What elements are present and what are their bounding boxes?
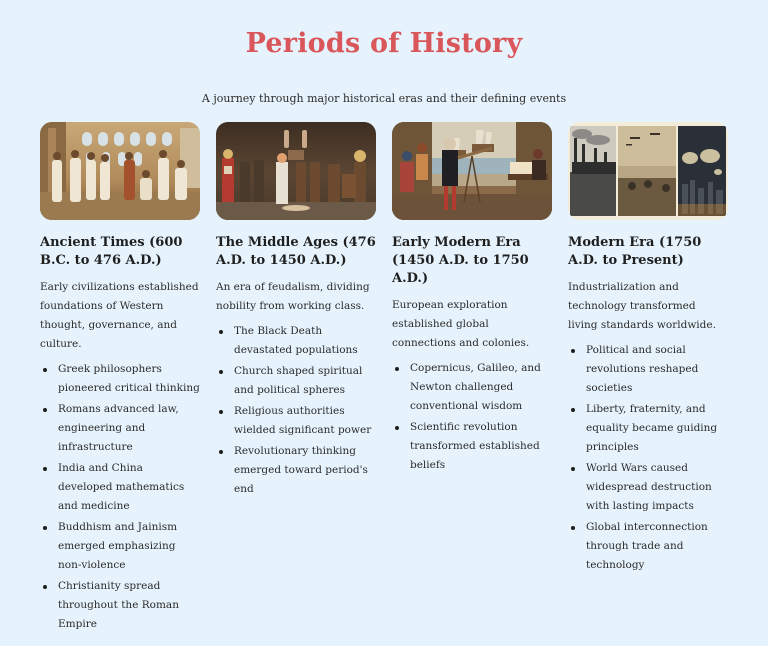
list-item: Buddhism and Jainism emerged emphasizing non-violence	[40, 518, 200, 575]
period-events-list	[392, 359, 552, 475]
list-item: Greek philosophers pioneered critical thinking	[40, 360, 200, 398]
bullet-icon	[219, 330, 223, 334]
modern-triptych-illustration	[568, 122, 728, 220]
period-description: An era of feudalism, dividing nobility from working class.	[216, 281, 370, 312]
ancient-scene-illustration	[40, 122, 200, 220]
period-card-middle-ages	[216, 122, 376, 636]
list-item: Christianity spread throughout the Roman Empire	[40, 577, 200, 634]
list-item: Romans advanced law, engineering and infrastructure	[40, 400, 200, 457]
period-image-middle-ages	[216, 122, 376, 220]
bullet-icon	[43, 526, 47, 530]
bullet-icon	[395, 426, 399, 430]
period-heading: The Middle Ages (476 A.D. to 1450 A.D.)	[216, 235, 376, 268]
period-image-modern	[568, 122, 728, 220]
bullet-icon	[219, 370, 223, 374]
medieval-scene-illustration	[216, 122, 376, 220]
list-item: Revolutionary thinking emerged toward period's end	[216, 442, 376, 499]
bullet-icon	[571, 408, 575, 412]
bullet-icon	[571, 349, 575, 353]
renaissance-scene-illustration	[392, 122, 552, 220]
period-card-modern	[568, 122, 728, 636]
bullet-icon	[219, 410, 223, 414]
list-item: India and China developed mathematics and medicine	[40, 459, 200, 516]
bullet-icon	[219, 450, 223, 454]
list-item: Copernicus, Galileo, and Newton challenged conventional wisdom	[392, 359, 552, 416]
bullet-icon	[43, 368, 47, 372]
period-heading: Ancient Times (600 B.C. to 476 A.D.)	[40, 235, 183, 268]
bullet-icon	[571, 526, 575, 530]
bullet-icon	[43, 408, 47, 412]
list-item: World Wars caused widespread destruction with lasting impacts	[568, 459, 728, 516]
period-description: European exploration established global connections and colonies.	[392, 299, 530, 349]
period-description: Industrialization and technology transformed living standards worldwide.	[568, 281, 716, 331]
page-title: Periods of History	[245, 28, 523, 59]
period-image-early-modern	[392, 122, 552, 220]
period-events-list	[40, 360, 200, 634]
period-heading: Early Modern Era (1450 A.D. to 1750 A.D.)	[392, 235, 529, 286]
periods-grid	[40, 122, 728, 636]
period-card-early-modern	[392, 122, 552, 636]
page-subtitle: A journey through major historical eras and their defining events	[201, 92, 567, 105]
bullet-icon	[43, 585, 47, 589]
bullet-icon	[571, 467, 575, 471]
list-item: Church shaped spiritual and political spheres	[216, 362, 376, 400]
list-item: Global interconnection through trade and technology	[568, 518, 728, 575]
period-events-list	[568, 341, 728, 575]
list-item: Political and social revolutions reshaped societies	[568, 341, 728, 398]
bullet-icon	[395, 367, 399, 371]
period-description: Early civilizations established foundations of Western thought, governance, and culture.	[40, 281, 199, 350]
period-card-ancient	[40, 122, 200, 636]
list-item: Liberty, fraternity, and equality became guiding principles	[568, 400, 728, 457]
period-heading: Modern Era (1750 A.D. to Present)	[568, 235, 702, 268]
bullet-icon	[43, 467, 47, 471]
list-item: Scientific revolution transformed established beliefs	[392, 418, 552, 475]
period-image-ancient	[40, 122, 200, 220]
list-item: Religious authorities wielded significant power	[216, 402, 376, 440]
list-item: The Black Death devastated populations	[216, 322, 376, 360]
period-events-list	[216, 322, 376, 499]
